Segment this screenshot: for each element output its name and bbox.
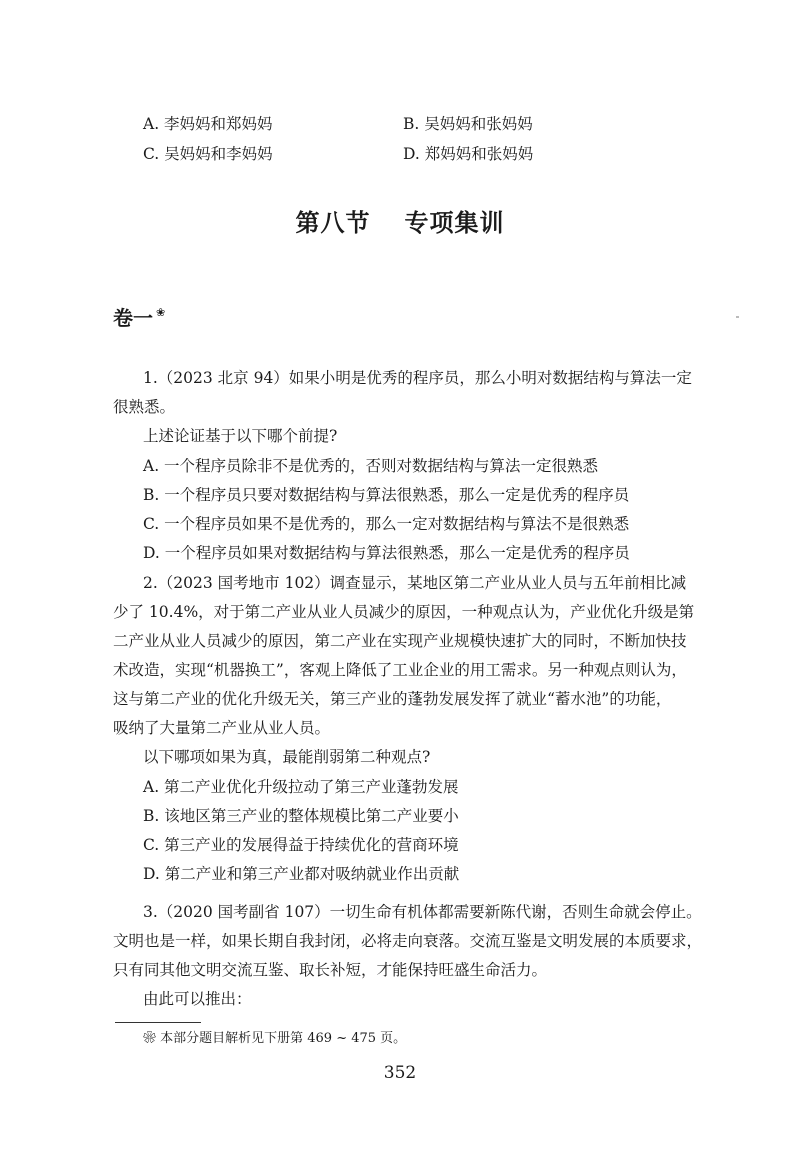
q1-prompt: 上述论证基于以下哪个前提? <box>143 427 338 445</box>
margin-mark <box>736 316 739 318</box>
q2-stem-line-2: 少了 10.4%，对于第二产业从业人员减少的原因，一种观点认为，产业优化升级是第 <box>113 603 695 621</box>
footnote: ❀ 本部分题目解析见下册第 469 ~ 475 页。 <box>143 1031 407 1046</box>
q2-option-c: C. 第三产业的发展得益于持续优化的营商环境 <box>143 836 459 854</box>
q3-stem-line-1: 3.（2020 国考副省 107）一切生命有机体都需要新陈代谢，否则生命就会停止。 <box>143 903 702 921</box>
q3-stem-line-3: 只有同其他文明交流互鉴、取长补短，才能保持旺盛生命活力。 <box>113 961 548 979</box>
volume-label: 卷一 <box>113 306 153 330</box>
prev-options-row-2 <box>143 144 703 166</box>
q2-prompt: 以下哪项如果为真，最能削弱第二种观点? <box>143 748 431 766</box>
q2-stem-line-4: 术改造，实现“机器换工”，客观上降低了工业企业的用工需求。另一种观点则认为， <box>113 661 687 679</box>
volume-heading <box>113 302 165 331</box>
section-number: 第八节 <box>295 209 371 237</box>
q1-option-a: A. 一个程序员除非不是优秀的，否则对数据结构与算法一定很熟悉 <box>143 457 599 475</box>
section-heading <box>0 203 800 238</box>
footnote-divider <box>115 1022 201 1023</box>
prev-option-b: B. 吴妈妈和张妈妈 <box>403 115 533 133</box>
q3-prompt: 由此可以推出： <box>143 990 252 1008</box>
q2-option-a: A. 第二产业优化升级拉动了第三产业蓬勃发展 <box>143 778 459 796</box>
prev-option-c: C. 吴妈妈和李妈妈 <box>143 145 273 163</box>
q2-stem-line-3: 二产业从业人员减少的原因，第二产业在实现产业规模快速扩大的同时，不断加快技 <box>113 632 687 650</box>
q1-option-c: C. 一个程序员如果不是优秀的，那么一定对数据结构与算法不是很熟悉 <box>143 515 630 533</box>
q1-stem-line-1: 1.（2023 北京 94）如果小明是优秀的程序员，那么小明对数据结构与算法一定 <box>143 369 692 387</box>
q1-option-b: B. 一个程序员只要对数据结构与算法很熟悉，那么一定是优秀的程序员 <box>143 486 630 504</box>
q2-option-b: B. 该地区第三产业的整体规模比第二产业要小 <box>143 807 459 825</box>
prev-option-d: D. 郑妈妈和张妈妈 <box>403 145 534 163</box>
q2-option-d: D. 第二产业和第三产业都对吸纳就业作出贡献 <box>143 865 460 883</box>
q1-stem-line-2: 很熟悉。 <box>113 398 176 416</box>
section-title: 专项集训 <box>404 209 505 237</box>
q2-stem-line-6: 吸纳了大量第二产业从业人员。 <box>113 719 331 737</box>
q3-stem-line-2: 文明也是一样，如果长期自我封闭，必将走向衰落。交流互鉴是文明发展的本质要求， <box>113 932 703 950</box>
prev-option-a: A. 李妈妈和郑妈妈 <box>143 115 273 133</box>
q2-stem-line-5: 这与第二产业的优化升级无关，第三产业的蓬勃发展发挥了就业“蓄水池”的功能， <box>113 690 672 708</box>
q2-stem-line-1: 2.（2023 国考地市 102）调查显示，某地区第二产业从业人员与五年前相比减 <box>143 574 687 592</box>
page-number: 352 <box>383 1063 417 1083</box>
prev-options-row-1 <box>143 114 703 136</box>
flower-mark-icon: ❀ <box>156 306 166 319</box>
q1-option-d: D. 一个程序员如果对数据结构与算法很熟悉，那么一定是优秀的程序员 <box>143 544 630 562</box>
